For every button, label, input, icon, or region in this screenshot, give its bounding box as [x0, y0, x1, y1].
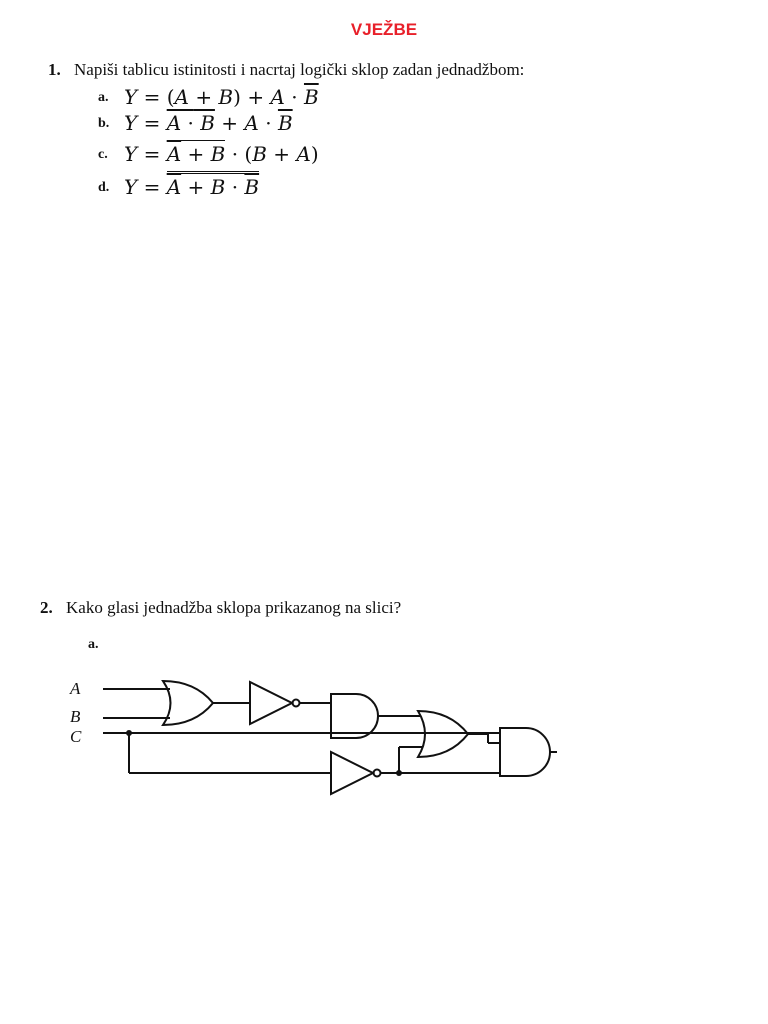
- junction-c: [126, 730, 132, 736]
- question-2-number: 2.: [40, 598, 53, 617]
- input-label-a: A: [70, 679, 81, 698]
- and-gate-1: [331, 694, 378, 738]
- page-title: VJEŽBE: [350, 20, 418, 39]
- equation-b-formula: $Y = A \cdot B + A \cdot \overline{B}$: [124, 111, 293, 135]
- equation-a-formula: $Y = (A + B) + A \cdot \overline{B}$: [124, 85, 319, 109]
- equation-a-label: a.: [98, 90, 109, 105]
- junction-not2: [396, 770, 402, 776]
- question-1-number: 1.: [48, 60, 61, 79]
- not-gate-2: [331, 752, 373, 794]
- equation-b-label: b.: [98, 116, 110, 131]
- question-2-sub-label: a.: [88, 637, 99, 652]
- question-2-text: Kako glasi jednadžba sklopa prikazanog na slici?: [66, 598, 402, 617]
- or-gate-1: [163, 681, 213, 725]
- equation-c-label: c.: [98, 147, 108, 162]
- not-gate-1: [250, 682, 292, 724]
- equation-d-label: d.: [98, 180, 110, 195]
- input-label-c: C: [70, 727, 82, 746]
- equation-d-formula: $Y = \overline{A} + B \cdot \overline{B}$: [124, 174, 259, 200]
- question-1-text: Napiši tablicu istinitosti i nacrtaj logički sklop zadan jednadžbom:: [74, 60, 525, 79]
- input-label-b: B: [70, 707, 81, 726]
- and-gate-2: [500, 728, 550, 776]
- equation-c-formula: $Y = \overline{A} + B \cdot (B + A)$: [124, 142, 319, 166]
